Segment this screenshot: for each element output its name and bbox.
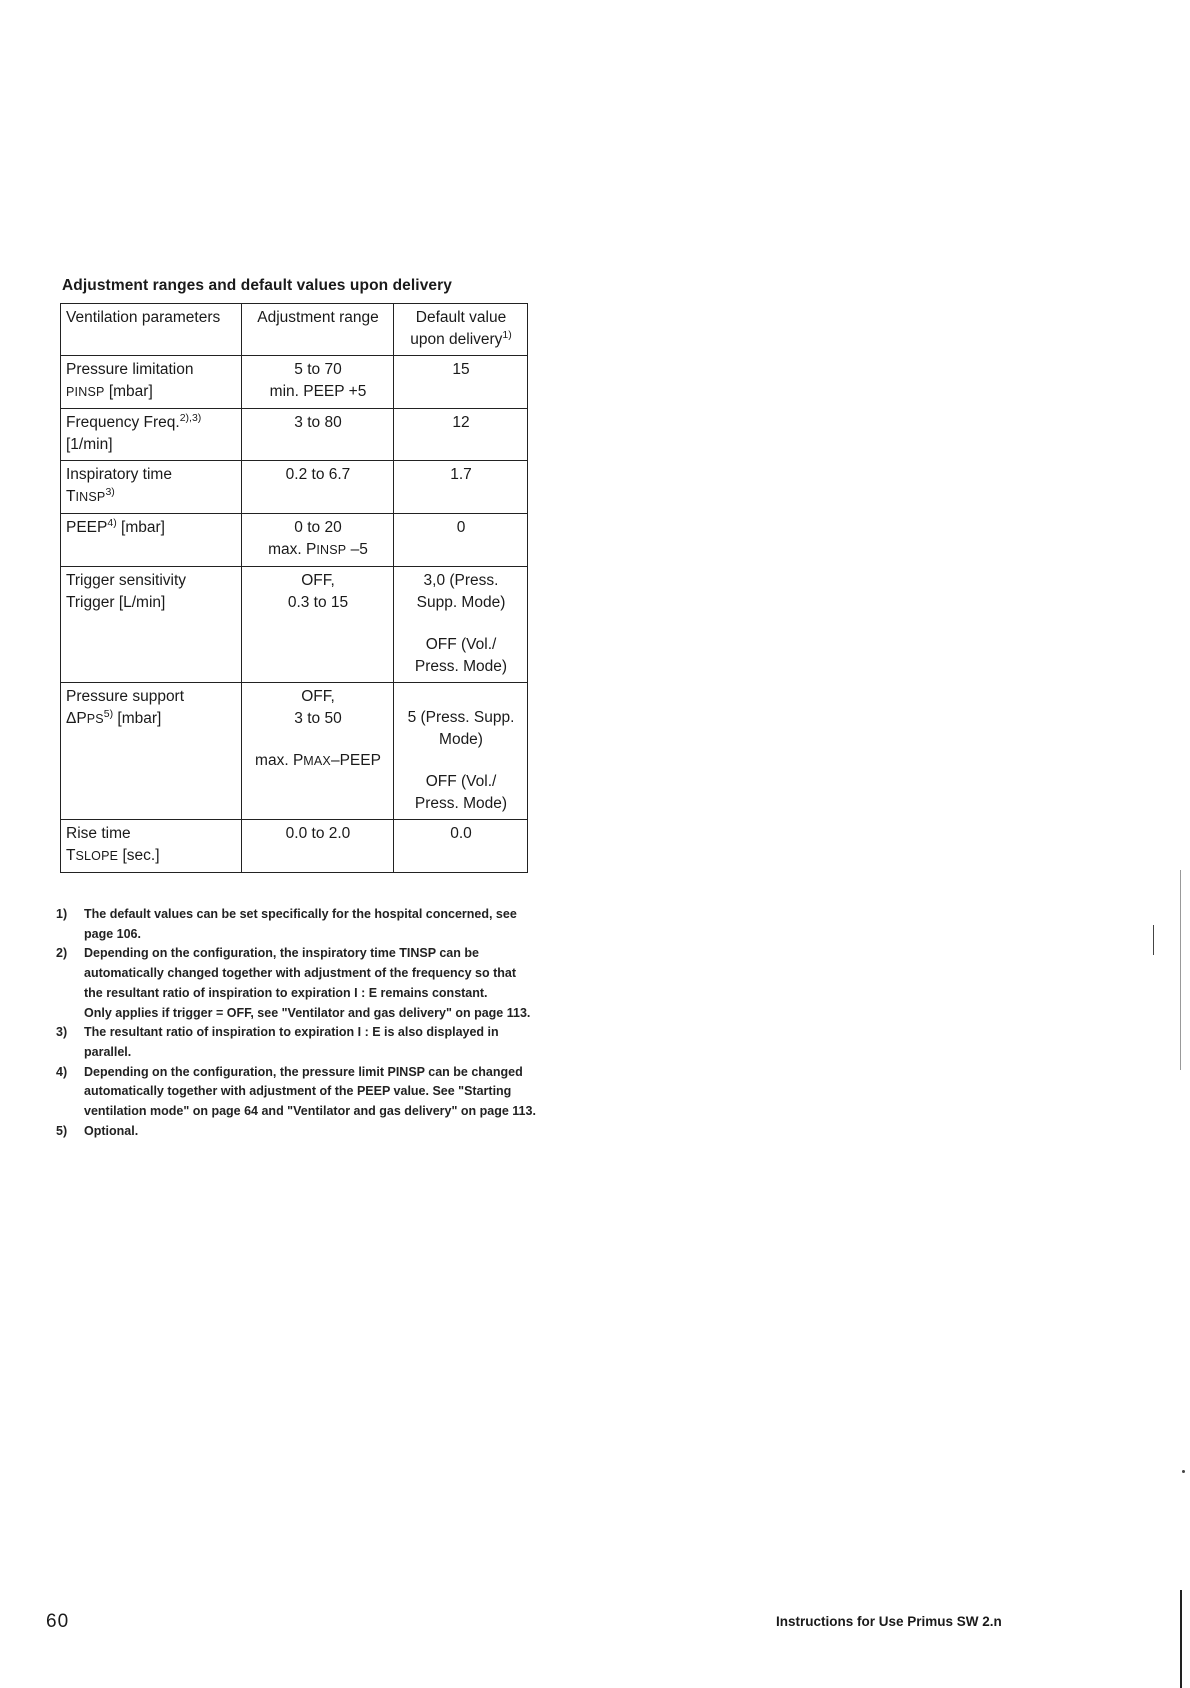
default-pressure-support: 5 (Press. Supp. Mode) OFF (Vol./ Press. Mode)	[394, 683, 528, 820]
footnote-text: The resultant ratio of inspiration to expiration I : E is also displayed in parallel.	[84, 1025, 499, 1059]
header-default-value: Default value upon delivery$^{1)}$	[394, 304, 528, 356]
footnote-4	[56, 1063, 536, 1122]
footnote-text: Depending on the configuration, the inspiratory time TINSP can be automatically changed together with adjustment of the frequency so that the resultant ratio of inspiration to expiration I : E remains constant.	[84, 946, 517, 1000]
param-frequency: Frequency Freq.$^{2),3)}$ [1/min]	[61, 409, 242, 461]
table-row	[61, 356, 528, 409]
range-inspiratory-time: 0.2 to 6.7	[242, 461, 394, 514]
scan-mark	[1180, 870, 1181, 1070]
param-inspiratory-time: Inspiratory time TINSP$^{3)}$	[61, 461, 242, 514]
document-title: Instructions for Use Primus SW 2.n	[776, 1614, 1002, 1629]
footnotes	[56, 905, 536, 1141]
scan-mark	[1180, 1590, 1182, 1688]
range-pressure-limitation: 5 to 70 min. PEEP +5	[242, 356, 394, 409]
footnote-number: 5)	[56, 1123, 68, 1138]
table-row	[61, 514, 528, 567]
footnote-number: 4)	[56, 1064, 68, 1079]
footnote-3	[56, 1023, 536, 1062]
footnote-number: 3)	[56, 1025, 68, 1040]
param-peep: PEEP$^{4)}$ [mbar]	[61, 514, 242, 567]
default-inspiratory-time: 1.7	[394, 461, 528, 514]
footnote-number: 2)	[56, 946, 68, 961]
scan-mark	[1153, 925, 1154, 955]
scan-mark	[1182, 1470, 1185, 1473]
default-peep: 0	[394, 514, 528, 567]
table-heading: Adjustment ranges and default values upon delivery	[62, 277, 453, 294]
table-row	[61, 409, 528, 461]
footnote-2	[56, 944, 536, 1003]
page-number: 60	[46, 1611, 70, 1632]
table-row	[61, 820, 528, 873]
footnote-2-continued	[56, 1004, 536, 1024]
footnote-text: Optional.	[84, 1123, 139, 1138]
param-pressure-limitation: Pressure limitation PINSP [mbar]	[61, 356, 242, 409]
footnote-text: Only applies if trigger = OFF, see "Ventilator and gas delivery" on page 113.	[84, 1005, 531, 1020]
default-rise-time: 0.0	[394, 820, 528, 873]
table-header-row	[61, 304, 528, 356]
default-frequency: 12	[394, 409, 528, 461]
range-pressure-support: OFF, 3 to 50 max. PMAX–PEEP	[242, 683, 394, 820]
range-trigger-sensitivity: OFF, 0.3 to 15	[242, 567, 394, 683]
table-row	[61, 461, 528, 514]
footnote-text: Depending on the configuration, the pressure limit PINSP can be changed automatically together with adjustment of the PEEP value. See "Starting ventilation mode" on page 64 and "Ventilator and gas delivery" on page 113.	[84, 1064, 536, 1119]
range-rise-time: 0.0 to 2.0	[242, 820, 394, 873]
table-row	[61, 683, 528, 820]
footnote-number	[56, 1004, 84, 1024]
footnote-text: The default values can be set specifically for the hospital concerned, see page 106.	[84, 907, 517, 941]
header-ventilation-parameters: Ventilation parameters	[61, 304, 242, 356]
table-row	[61, 567, 528, 683]
parameters-table	[60, 303, 528, 873]
param-pressure-support: Pressure support ΔPPS$^{5)}$ [mbar]	[61, 683, 242, 820]
footnote-number: 1)	[56, 907, 68, 921]
default-trigger-sensitivity: 3,0 (Press. Supp. Mode) OFF (Vol./ Press. Mode)	[394, 567, 528, 683]
range-frequency: 3 to 80	[242, 409, 394, 461]
header-adjustment-range: Adjustment range	[242, 304, 394, 356]
param-trigger-sensitivity: Trigger sensitivity Trigger [L/min]	[61, 567, 242, 683]
footnote-1	[56, 905, 536, 944]
default-pressure-limitation: 15	[394, 356, 528, 409]
range-peep: 0 to 20 max. PINSP –5	[242, 514, 394, 567]
param-rise-time: Rise time TSLOPE [sec.]	[61, 820, 242, 873]
footnote-5	[56, 1122, 536, 1142]
